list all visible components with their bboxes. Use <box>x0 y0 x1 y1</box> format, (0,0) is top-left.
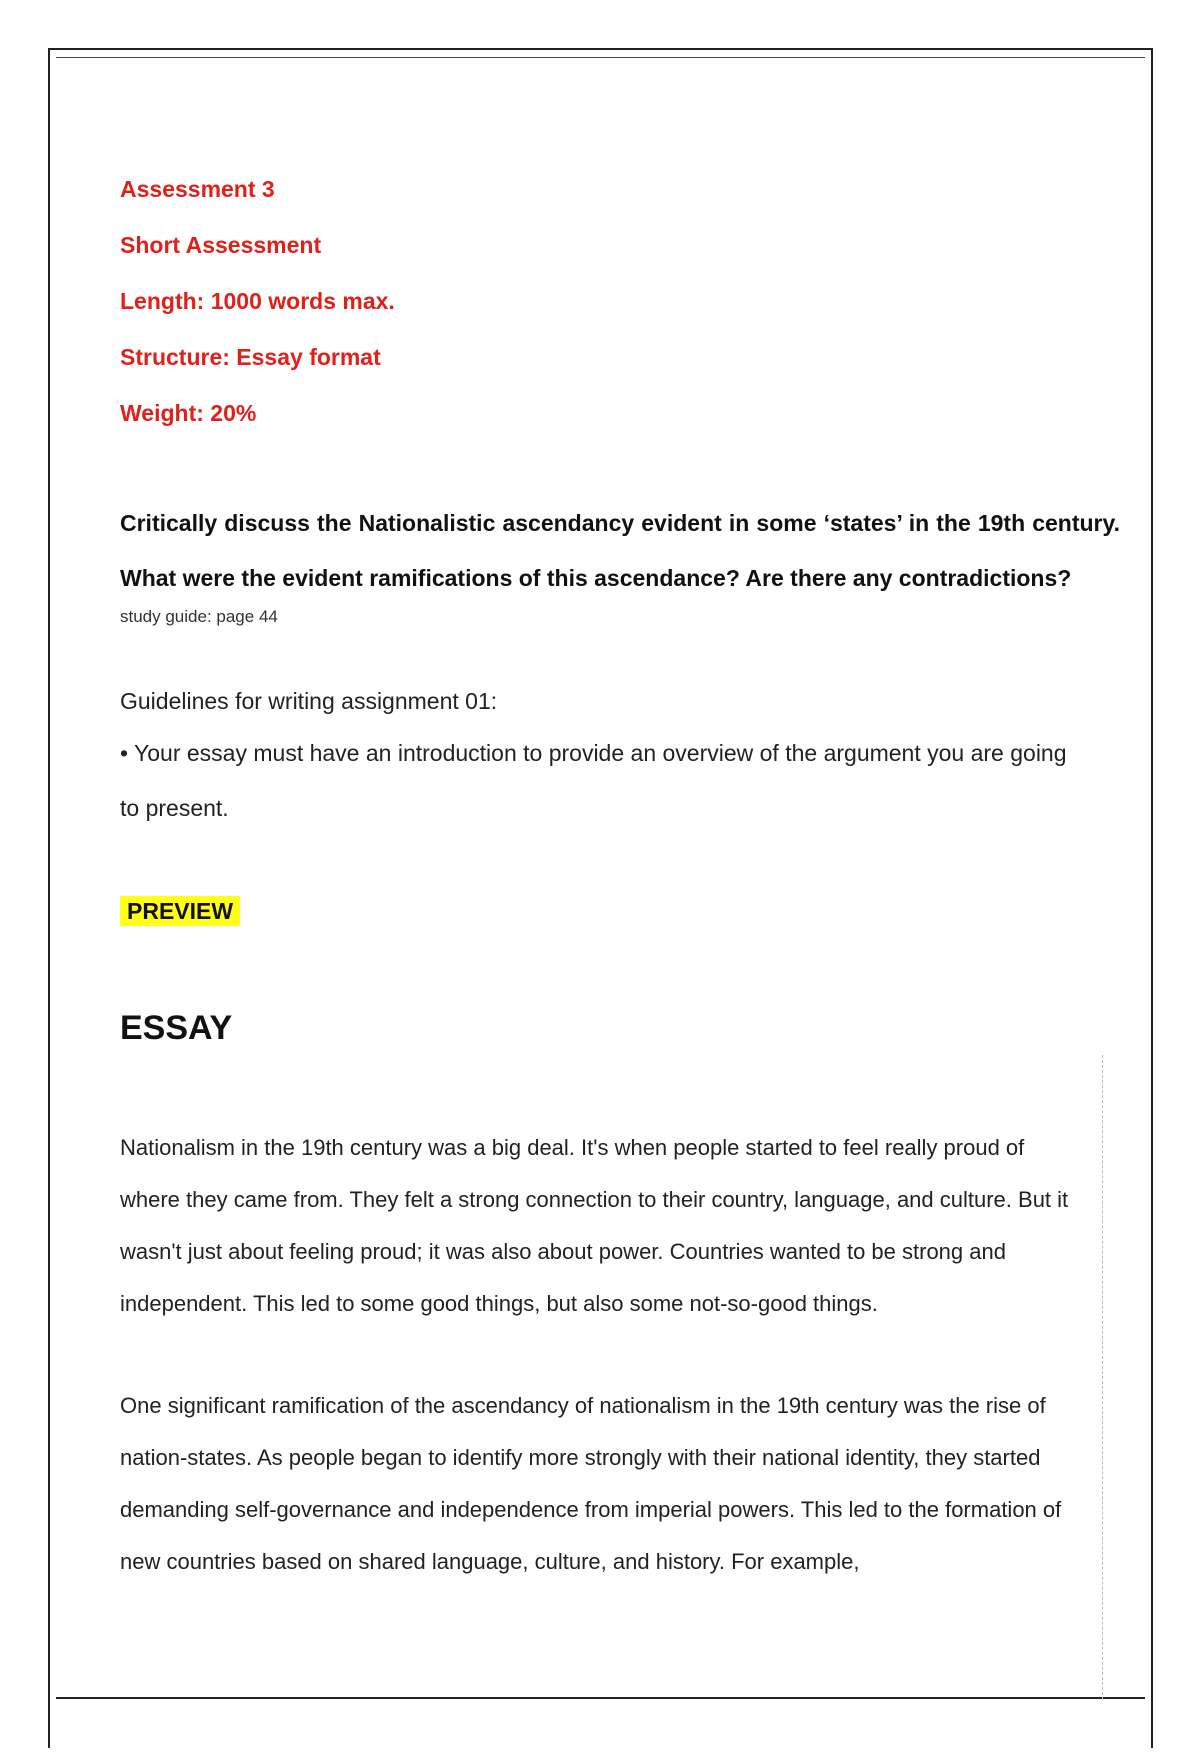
guideline-item: • Your essay must have an introduction to provide an overview of the argument you are going to present. <box>120 740 1067 821</box>
essay-heading: ESSAY <box>120 1009 233 1047</box>
assessment-structure: Structure: Essay format <box>120 344 381 370</box>
assessment-length: Length: 1000 words max. <box>120 288 395 314</box>
assessment-meta <box>120 176 1120 426</box>
essay-question: Critically discuss the Nationalistic ascendancy evident in some ‘states’ in the 19th century. What were the evident ramifications of this ascendance? Are there any contradictions? <box>120 510 1120 591</box>
assessment-title: Assessment 3 <box>120 176 275 202</box>
document-content <box>120 176 1120 1588</box>
assessment-weight: Weight: 20% <box>120 400 257 426</box>
bottom-rule <box>56 1697 1145 1699</box>
assessment-type: Short Assessment <box>120 232 322 258</box>
preview-badge: PREVIEW <box>120 896 240 926</box>
study-guide-reference: study guide: page 44 <box>120 607 278 626</box>
essay-paragraph: One significant ramification of the ascendancy of nationalism in the 19th century was the rise of nation-states. As people began to identify more strongly with their national identity, they started demanding self-governance and independence from imperial powers. This led to the formation of new countries based on shared language, culture, and history. For example, <box>120 1393 1062 1574</box>
guidelines-title: Guidelines for writing assignment 01: <box>120 688 498 714</box>
essay-paragraph: Nationalism in the 19th century was a big deal. It's when people started to feel really proud of where they came from. They felt a strong connection to their country, language, and culture. But it wasn't just about feeling proud; it was also about power. Countries wanted to be strong and independent. This led to some good things, but also some not-so-good things. <box>120 1135 1069 1316</box>
